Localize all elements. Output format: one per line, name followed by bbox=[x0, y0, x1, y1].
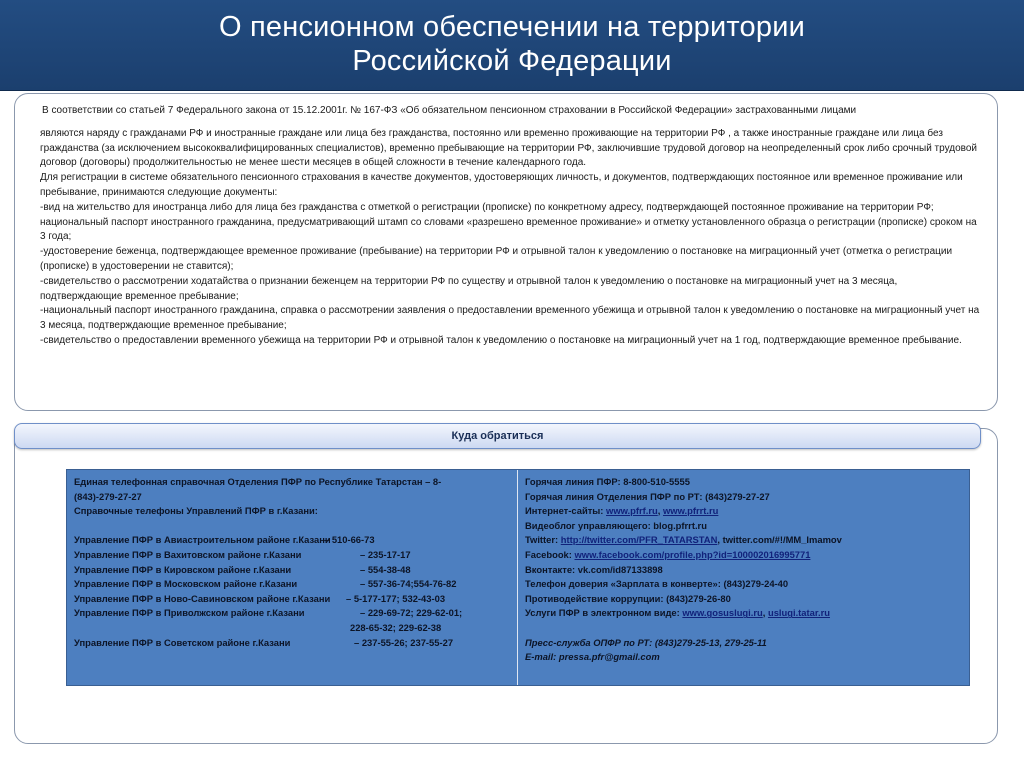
office-row bbox=[74, 563, 510, 578]
twitter-label: Twitter: bbox=[525, 534, 561, 546]
websites-separator: , bbox=[657, 505, 663, 517]
twitter-line bbox=[525, 533, 962, 548]
facebook-label: Facebook: bbox=[525, 548, 575, 560]
office-row-continuation bbox=[74, 621, 510, 636]
uslugi-tatar-link[interactable]: uslugi.tatar.ru bbox=[767, 607, 830, 619]
trust-phone-line: Телефон доверия «Зарплата в конверте»: (843)279-24-40 bbox=[525, 578, 789, 590]
paragraph-temporary-asylum: -свидетельство о предоставлении временного убежища на территории РФ и отрывной талон к уведомлению о постановке на миграционный учет на 1 год, подтверждающие временное пребывание. bbox=[40, 334, 962, 346]
spacer bbox=[525, 621, 962, 636]
office-row bbox=[74, 548, 510, 563]
pfrf-site-link[interactable]: www.pfrf.ru bbox=[606, 505, 658, 517]
office-row bbox=[74, 577, 510, 592]
office-phone: – 5-177-177; 532-43-03 bbox=[346, 592, 446, 604]
e-services-line bbox=[525, 606, 962, 621]
facebook-line bbox=[525, 548, 962, 563]
office-phone: 228-65-32; 229-62-38 bbox=[350, 621, 442, 633]
paragraph-national-passport: национальный паспорт иностранного гражданина, предусматривающий штамп со словами «разрешено временное проживание» и отметку установленного образца о регистрации (прописке) сроком на 3 года; bbox=[40, 216, 977, 243]
office-name: Управление ПФР в Кировском районе г.Казани bbox=[74, 563, 292, 575]
office-name: Управление ПФР в Приволжском районе г.Казани bbox=[74, 607, 305, 619]
unified-hotline-line-1: Единая телефонная справочная Отделения ПФР по Республике Татарстан – 8- bbox=[74, 476, 442, 487]
facebook-link[interactable]: www.facebook.com/profile.php?id=100002016995771 bbox=[574, 548, 811, 560]
paragraph-law-reference: В соответствии со статьей 7 Федерального закона от 15.12.2001г. № 167-ФЗ «Об обязательном пенсионном страховании в Российской Федерации» застрахованными лицами bbox=[42, 105, 857, 116]
office-name: Управление ПФР в Вахитовском районе г.Казани bbox=[74, 548, 302, 560]
paragraph-asylum-application: -национальный паспорт иностранного гражданина, справка о рассмотрении заявления о предоставлении временного убежища и отрывной талон к уведомлению о постановке на миграционный учет на 3 месяца, подтверждающие временное пребывание; bbox=[40, 305, 980, 332]
twitter-extra: , twitter.com/#!/MM_Imamov bbox=[717, 534, 842, 546]
pfrrt-site-link[interactable]: www.pfrrt.ru bbox=[662, 505, 719, 517]
twitter-link[interactable]: http://twitter.com/PFR_TATARSTAN bbox=[560, 534, 718, 546]
office-row bbox=[74, 606, 510, 621]
office-phone: – 237-55-26; 237-55-27 bbox=[354, 636, 454, 648]
office-name: Управление ПФР в Советском районе г.Казани bbox=[74, 636, 291, 648]
videoblog-line: Видеоблог управляющего: blog.pfrrt.ru bbox=[525, 519, 707, 531]
paragraph-insured-persons: являются наряду с гражданами РФ и иностранные граждане или лица без гражданства, постоянно или временно проживающие на территории РФ , а также иностранные граждане или лица без гражданства (за исключением высококвалифицированных специалистов), временно пребывающие на территории РФ, заключившие трудовой договор на неопределенный срок либо срочный трудовой договор (договоры) продолжительностью не менее шести месяцев в общей сложности в течение календарного года. bbox=[40, 127, 978, 169]
rt-hotline: Горячая линия Отделения ПФР по РТ: (843)279-27-27 bbox=[525, 490, 770, 502]
vk-line: Вконтакте: vk.com/id87133898 bbox=[525, 563, 663, 575]
paragraph-refugee-petition: -свидетельство о рассмотрении ходатайства о признании беженцем на территории РФ по существу и отрывной талон к уведомлению о постановке на миграционный учет на 3 месяца, подтверждающие временное пребывание; bbox=[40, 275, 898, 302]
press-service-line: Пресс-служба ОПФР по РТ: (843)279-25-13, 279-25-11 bbox=[525, 636, 767, 648]
unified-hotline-line-2: (843)-279-27-27 bbox=[74, 490, 142, 502]
paragraph-residence-permit: -вид на жительство для иностранца либо для лица без гражданства с отметкой о регистрации (прописке) по конкретному адресу, подтверждающей постоянное проживание на территории РФ; bbox=[40, 201, 934, 213]
office-phone: – 557-36-74;554-76-82 bbox=[360, 578, 457, 590]
contacts-table bbox=[66, 469, 970, 686]
websites-label: Интернет-сайты: bbox=[525, 505, 607, 517]
paragraph-registration-documents: Для регистрации в системе обязательного пенсионного страхования в качестве документов, удостоверяющих личность, и документов, подтверждающих постоянное или временное проживание или пребывание, принимаются следующие документы: bbox=[40, 172, 963, 198]
email-line: E-mail: pressa.pfr@gmail.com bbox=[525, 651, 660, 663]
offices-phones-heading: Справочные телефоны Управлений ПФР в г.Казани: bbox=[74, 505, 318, 517]
office-name: Управление ПФР в Авиастроительном районе г.Казани bbox=[74, 534, 331, 546]
office-phone: – 229-69-72; 229-62-01; bbox=[360, 607, 463, 619]
office-row bbox=[74, 533, 510, 548]
office-name: Управление ПФР в Московском районе г.Казани bbox=[74, 578, 298, 590]
contacts-column-phones bbox=[67, 470, 518, 685]
legal-info-text bbox=[40, 104, 980, 349]
office-name: Управление ПФР в Ново-Савиновском районе г.Казани bbox=[74, 592, 331, 604]
office-row bbox=[74, 636, 510, 651]
e-services-separator: , bbox=[762, 607, 768, 619]
websites-line bbox=[525, 504, 962, 519]
office-phone: – 510-66-73 bbox=[324, 534, 375, 546]
pfr-hotline: Горячая линия ПФР: 8-800-510-5555 bbox=[525, 476, 690, 487]
contacts-heading-bar: Куда обратиться bbox=[14, 423, 981, 449]
contacts-column-online bbox=[518, 470, 969, 685]
spacer bbox=[74, 519, 510, 534]
slide-title bbox=[0, 10, 1024, 78]
office-phone: – 235-17-17 bbox=[360, 548, 411, 560]
title-bar bbox=[0, 0, 1024, 91]
gosuslugi-link[interactable]: www.gosuslugi.ru bbox=[682, 607, 763, 619]
anticorruption-line: Противодействие коррупции: (843)279-26-80 bbox=[525, 592, 731, 604]
e-services-label: Услуги ПФР в электронном виде: bbox=[525, 607, 683, 619]
paragraph-refugee-certificate: -удостоверение беженца, подтверждающее временное проживание (пребывание) на территории РФ и отрывной талон к уведомлению о постановке на миграционный учет (отметка о регистрации (прописке) в удостоверении не ставится); bbox=[40, 246, 953, 272]
office-name-empty bbox=[74, 621, 350, 636]
office-row bbox=[74, 592, 510, 607]
office-phone: – 554-38-48 bbox=[360, 563, 411, 575]
slide-title-line-2: Российской Федерации bbox=[352, 45, 672, 77]
slide-title-line-1: О пенсионном обеспечении на территории bbox=[218, 11, 805, 43]
